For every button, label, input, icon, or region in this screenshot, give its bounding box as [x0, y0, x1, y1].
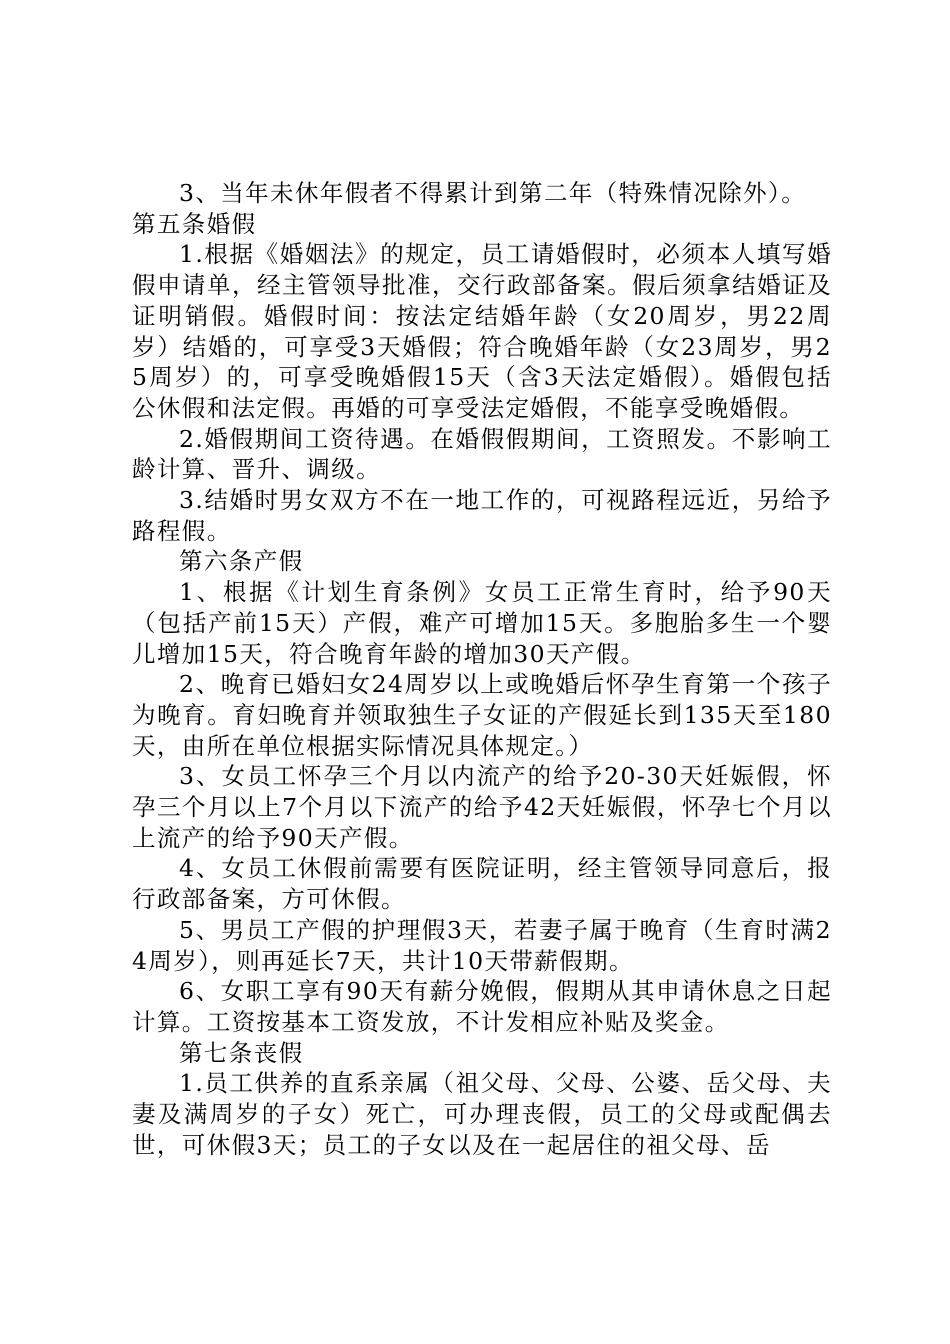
document-page [132, 178, 832, 1161]
paragraph-maternity-leave-1: 1、根据《计划生育条例》女员工正常生育时，给予90天（包括产前15天）产假，难产可增加15天。多胞胎多生一个婴儿增加15天，符合晚育年龄的增加30天产假。 [132, 578, 832, 668]
section-heading-marriage-leave: 第五条婚假 [132, 209, 257, 238]
paragraph-maternity-leave-5: 5、男员工产假的护理假3天，若妻子属于晚育（生育时满24周岁），则再延长7天，共计10天带薪假期。 [132, 915, 832, 975]
paragraph-maternity-leave-3: 3、女员工怀孕三个月以内流产的给予20-30天妊娠假，怀孕三个月以上7个月以下流产的给予42天妊娠假，怀孕七个月以上流产的给予90天产假。 [132, 762, 832, 852]
paragraph-maternity-leave-6: 6、女职工享有90天有薪分娩假，假期从其申请休息之日起计算。工资按基本工资发放，不计发相应补贴及奖金。 [132, 977, 832, 1036]
paragraph-annual-leave-3: 3、当年未休年假者不得累计到第二年（特殊情况除外）。 [179, 179, 807, 207]
paragraph-maternity-leave-2: 2、晚育已婚妇女24周岁以上或晚婚后怀孕生育第一个孩子为晚育。育妇晚育并领取独生子女证的产假延长到135天至180天，由所在单位根据实际情况具体规定。） [132, 670, 832, 760]
paragraph-bereavement-leave-1: 1.员工供养的直系亲属（祖父母、父母、公婆、岳父母、夫妻及满周岁的子女）死亡，可办理丧假，员工的父母或配偶去世，可休假3天；员工的子女以及在一起居住的祖父母、岳 [132, 1069, 832, 1159]
section-heading-maternity-leave: 第六条产假 [179, 547, 304, 576]
paragraph-marriage-leave-3: 3.结婚时男女双方不在一地工作的，可视路程远近，另给予路程假。 [132, 486, 832, 545]
section-heading-bereavement-leave: 第七条丧假 [179, 1038, 304, 1067]
paragraph-marriage-leave-2: 2.婚假期间工资待遇。在婚假假期间，工资照发。不影响工龄计算、晋升、调级。 [132, 424, 832, 484]
paragraph-marriage-leave-1: 1.根据《婚姻法》的规定，员工请婚假时，必须本人填写婚假申请单，经主管领导批准，交行政部备案。假后须拿结婚证及证明销假。婚假时间：按法定结婚年龄（女20周岁，男22周岁）结婚的，可享受3天婚假；符合晚婚年龄（女23周岁，男25周岁）的，可享受晚婚假15天（含3天法定婚假）。婚假包括公休假和法定假。再婚的可享受法定婚假，不能享受晚婚假。 [132, 240, 832, 422]
paragraph-maternity-leave-4: 4、女员工休假前需要有医院证明，经主管领导同意后，报行政部备案，方可休假。 [132, 854, 832, 914]
